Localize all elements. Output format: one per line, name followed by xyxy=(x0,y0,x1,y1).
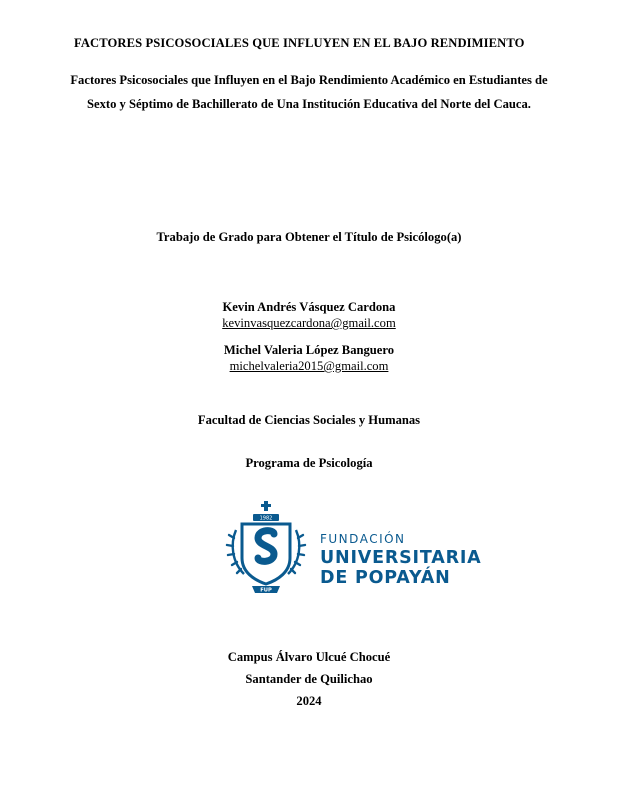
logo-line-1: FUNDACIÓN xyxy=(320,532,406,546)
city: Santander de Quilichao xyxy=(245,672,373,686)
running-head: FACTORES PSICOSOCIALES QUE INFLUYEN EN EL BAJO RENDIMIENTO xyxy=(74,36,525,50)
title-line-1: Factores Psicosociales que Influyen en el Bajo Rendimiento Académico en Estudiantes de xyxy=(70,73,548,87)
title-line-2: Sexto y Séptimo de Bachillerato de Una Institución Educativa del Norte del Cauca. xyxy=(87,97,531,111)
university-seal-icon xyxy=(222,500,312,600)
logo-wordmark xyxy=(320,530,482,588)
author-email-2[interactable]: michelvaleria2015@gmail.com xyxy=(229,359,389,373)
logo-line-2: UNIVERSITARIA xyxy=(320,548,482,568)
campus: Campus Álvaro Ulcué Chocué xyxy=(227,650,391,664)
logo-line-3: DE POPAYÁN xyxy=(320,568,451,588)
author-email-1[interactable]: kevinvasquezcardona@gmail.com xyxy=(222,316,396,330)
seal-year: 1982 xyxy=(259,515,273,522)
degree-statement: Trabajo de Grado para Obtener el Título de Psicólogo(a) xyxy=(156,230,462,244)
seal-initials: FUP xyxy=(260,587,272,594)
author-name-2: Michel Valeria López Banguero xyxy=(223,343,395,357)
author-name-1: Kevin Andrés Vásquez Cardona xyxy=(222,300,396,314)
year: 2024 xyxy=(296,694,322,708)
faculty: Facultad de Ciencias Sociales y Humanas xyxy=(197,413,421,427)
university-logo xyxy=(222,500,482,600)
program: Programa de Psicología xyxy=(245,456,373,470)
